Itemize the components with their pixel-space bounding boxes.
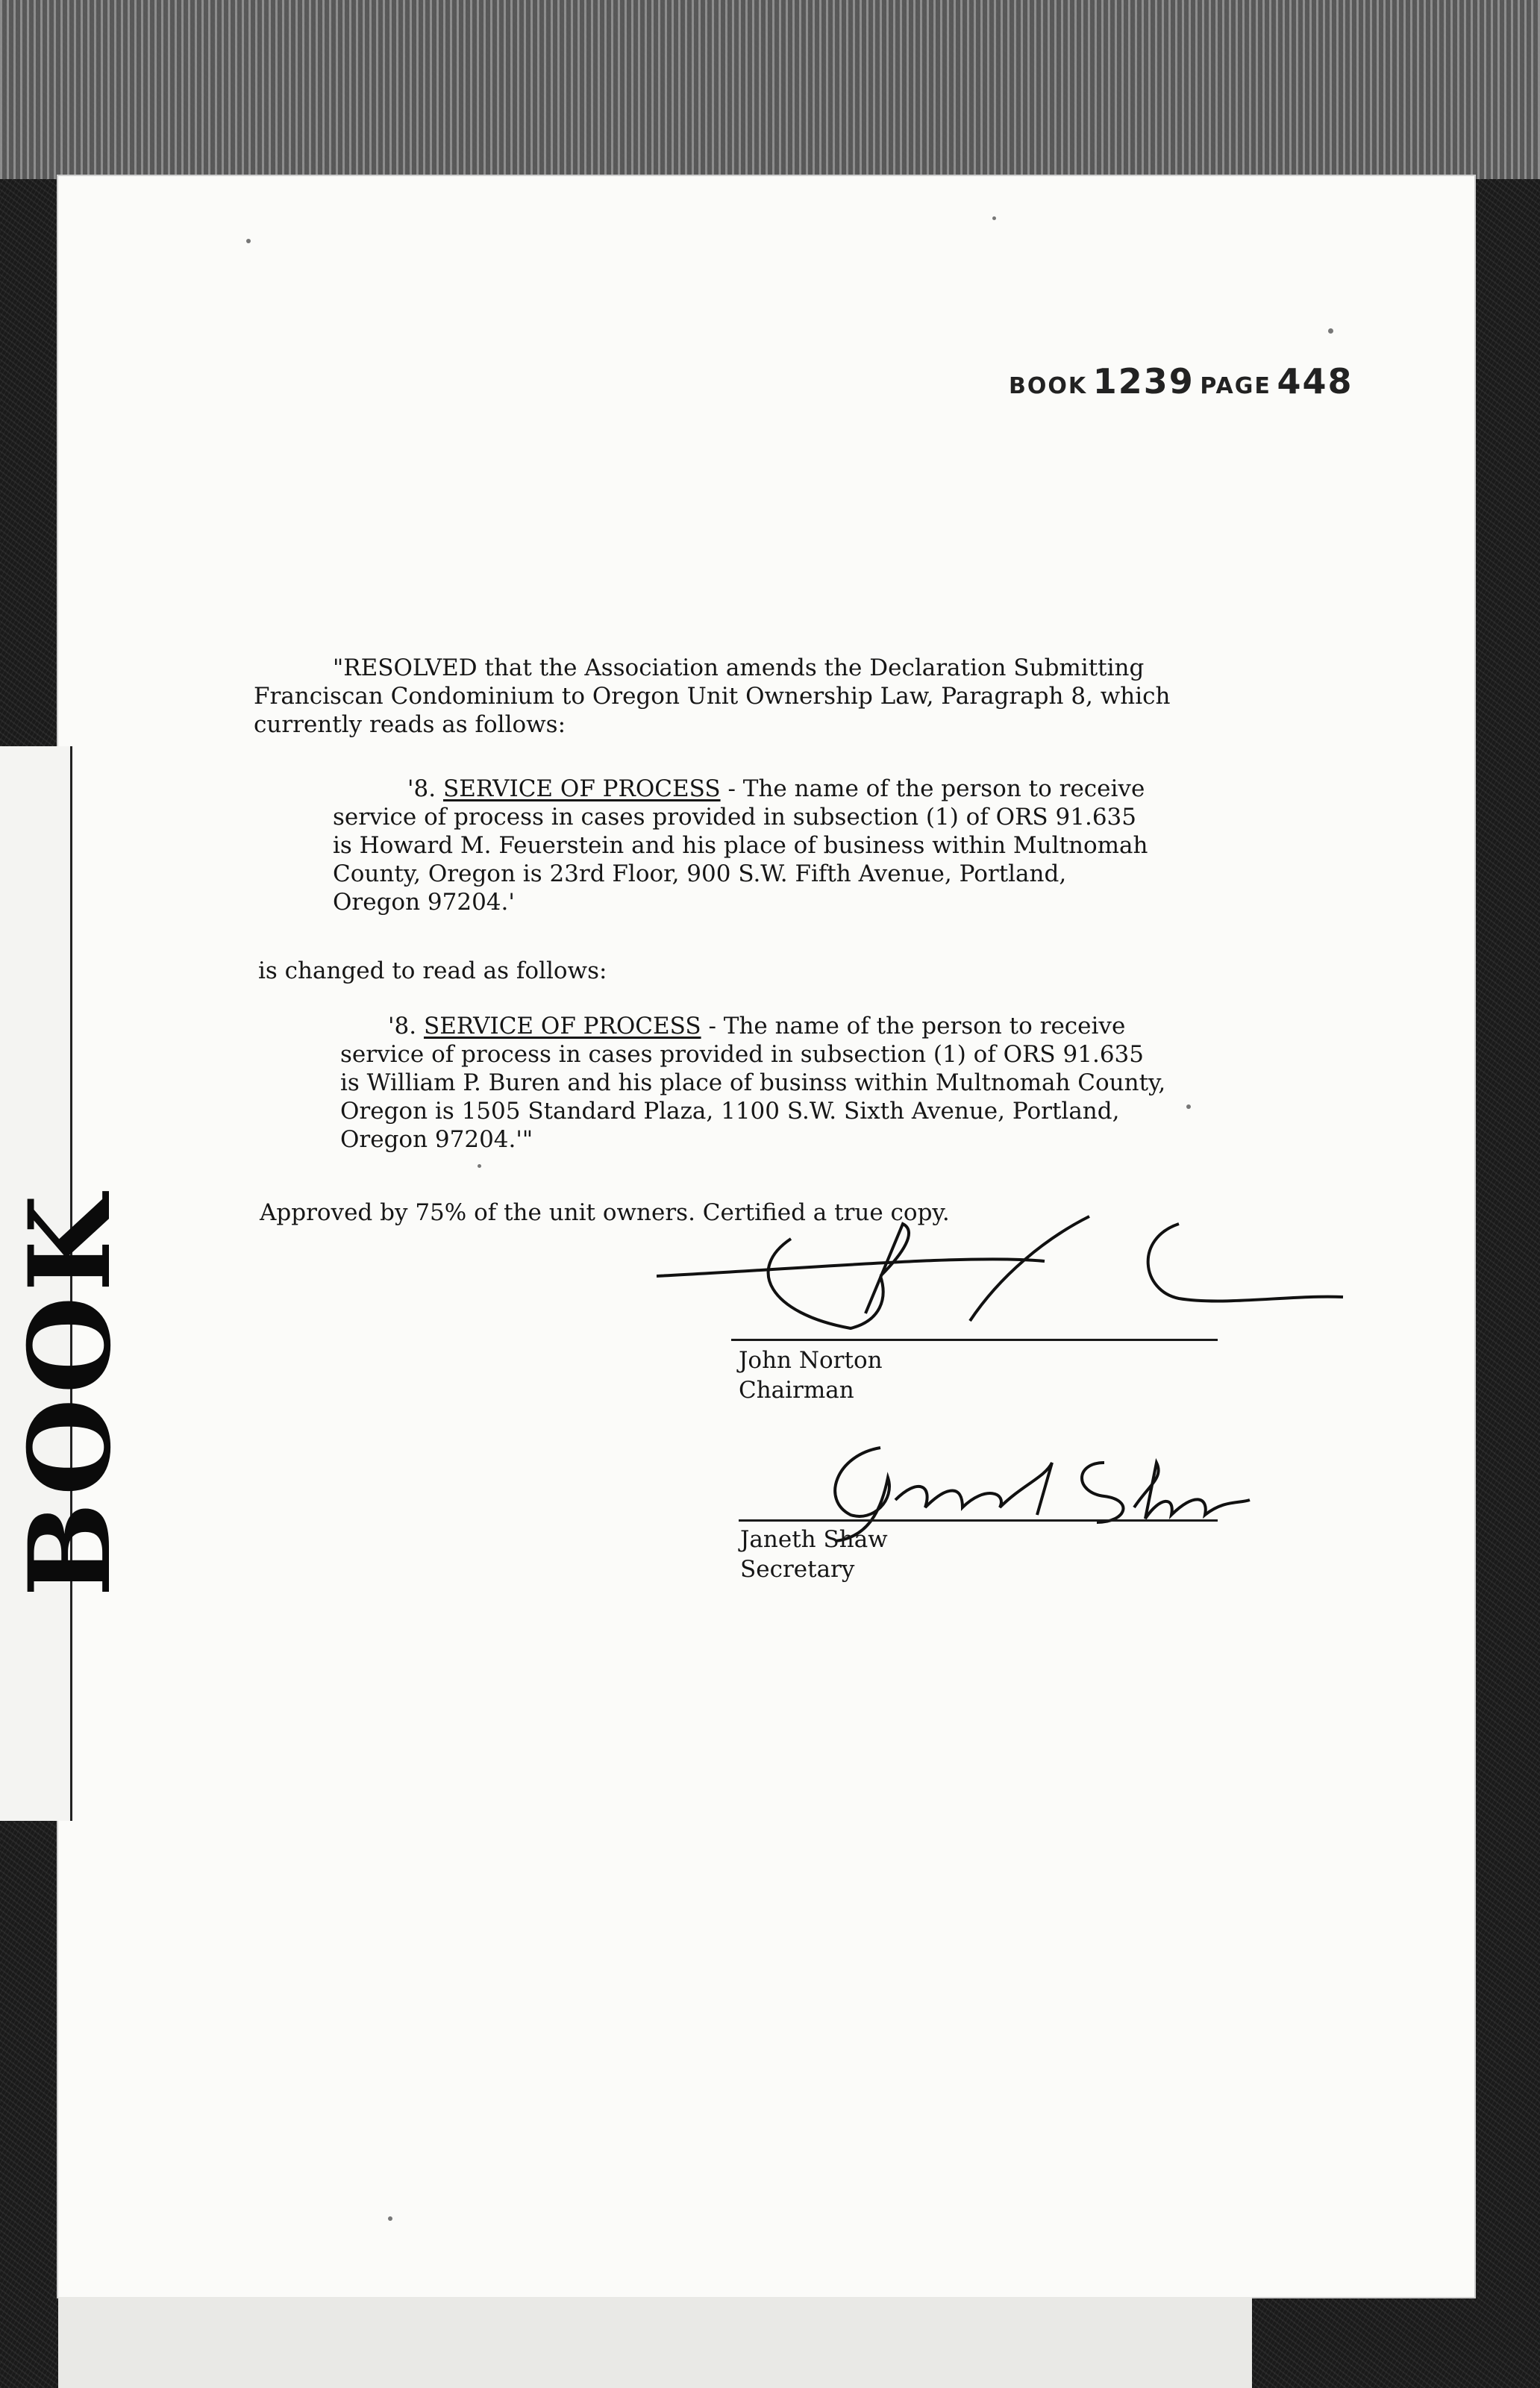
scan-speck: [992, 216, 996, 220]
resolution-line-1: "RESOLVED that the Association amends the Declaration Submitting: [333, 654, 1145, 681]
scan-speck: [246, 239, 251, 243]
old-paragraph-number: '8.: [407, 775, 436, 802]
chairman-name: John Norton: [739, 1347, 883, 1374]
resolution-line-2: Franciscan Condominium to Oregon Unit Ownership Law, Paragraph 8, which: [254, 683, 1171, 710]
new-paragraph-first-line-rest: - The name of the person to receive: [708, 1013, 1126, 1040]
new-paragraph-number: '8.: [388, 1013, 417, 1040]
old-paragraph-line: is Howard M. Feuerstein and his place of business within Multnomah: [333, 832, 1148, 859]
chairman-signature-line: [731, 1339, 1218, 1341]
scan-speck: [388, 2216, 392, 2221]
chairman-signature: [657, 1209, 1358, 1336]
page-label: PAGE: [1200, 373, 1271, 399]
new-paragraph-line: service of process in cases provided in subsection (1) of ORS 91.635: [340, 1041, 1144, 1068]
new-paragraph-heading: SERVICE OF PROCESS: [423, 1013, 701, 1040]
scan-top-edge: [0, 0, 1540, 179]
secretary-title: Secretary: [740, 1556, 855, 1583]
secretary-name: Janeth Shaw: [740, 1526, 888, 1553]
new-paragraph-line: Oregon is 1505 Standard Plaza, 1100 S.W. Sixth Avenue, Portland,: [340, 1098, 1120, 1125]
old-paragraph-line: County, Oregon is 23rd Floor, 900 S.W. Fifth Avenue, Portland,: [333, 860, 1067, 887]
new-paragraph-first-line: [388, 1013, 1125, 1040]
page-bottom-edge: [58, 2297, 1252, 2388]
approval-line: Approved by 75% of the unit owners. Certified a true copy.: [260, 1199, 950, 1226]
new-paragraph-line: is William P. Buren and his place of businss within Multnomah County,: [340, 1069, 1166, 1096]
page-number: 448: [1277, 361, 1353, 401]
old-paragraph-first-line-rest: - The name of the person to receive: [727, 775, 1145, 802]
book-number: 1239: [1092, 361, 1195, 401]
changed-to-line: is changed to read as follows:: [258, 957, 607, 984]
scan-speck: [1328, 328, 1333, 334]
old-paragraph-line: Oregon 97204.': [333, 889, 515, 916]
chairman-title: Chairman: [739, 1377, 854, 1404]
book-label: BOOK: [1009, 373, 1088, 399]
old-paragraph-first-line: [407, 776, 1145, 802]
book-spine-text: BOOK: [4, 1190, 136, 1597]
scan-speck: [478, 1164, 481, 1168]
book-page-stamp: [1009, 361, 1353, 401]
new-paragraph-line: Oregon 97204.'": [340, 1126, 533, 1153]
old-paragraph-line: service of process in cases provided in subsection (1) of ORS 91.635: [333, 804, 1136, 831]
secretary-signature-line: [739, 1519, 1218, 1522]
old-paragraph-heading: SERVICE OF PROCESS: [442, 775, 721, 802]
resolution-line-3: currently reads as follows:: [254, 711, 566, 738]
scan-speck: [1186, 1104, 1191, 1109]
